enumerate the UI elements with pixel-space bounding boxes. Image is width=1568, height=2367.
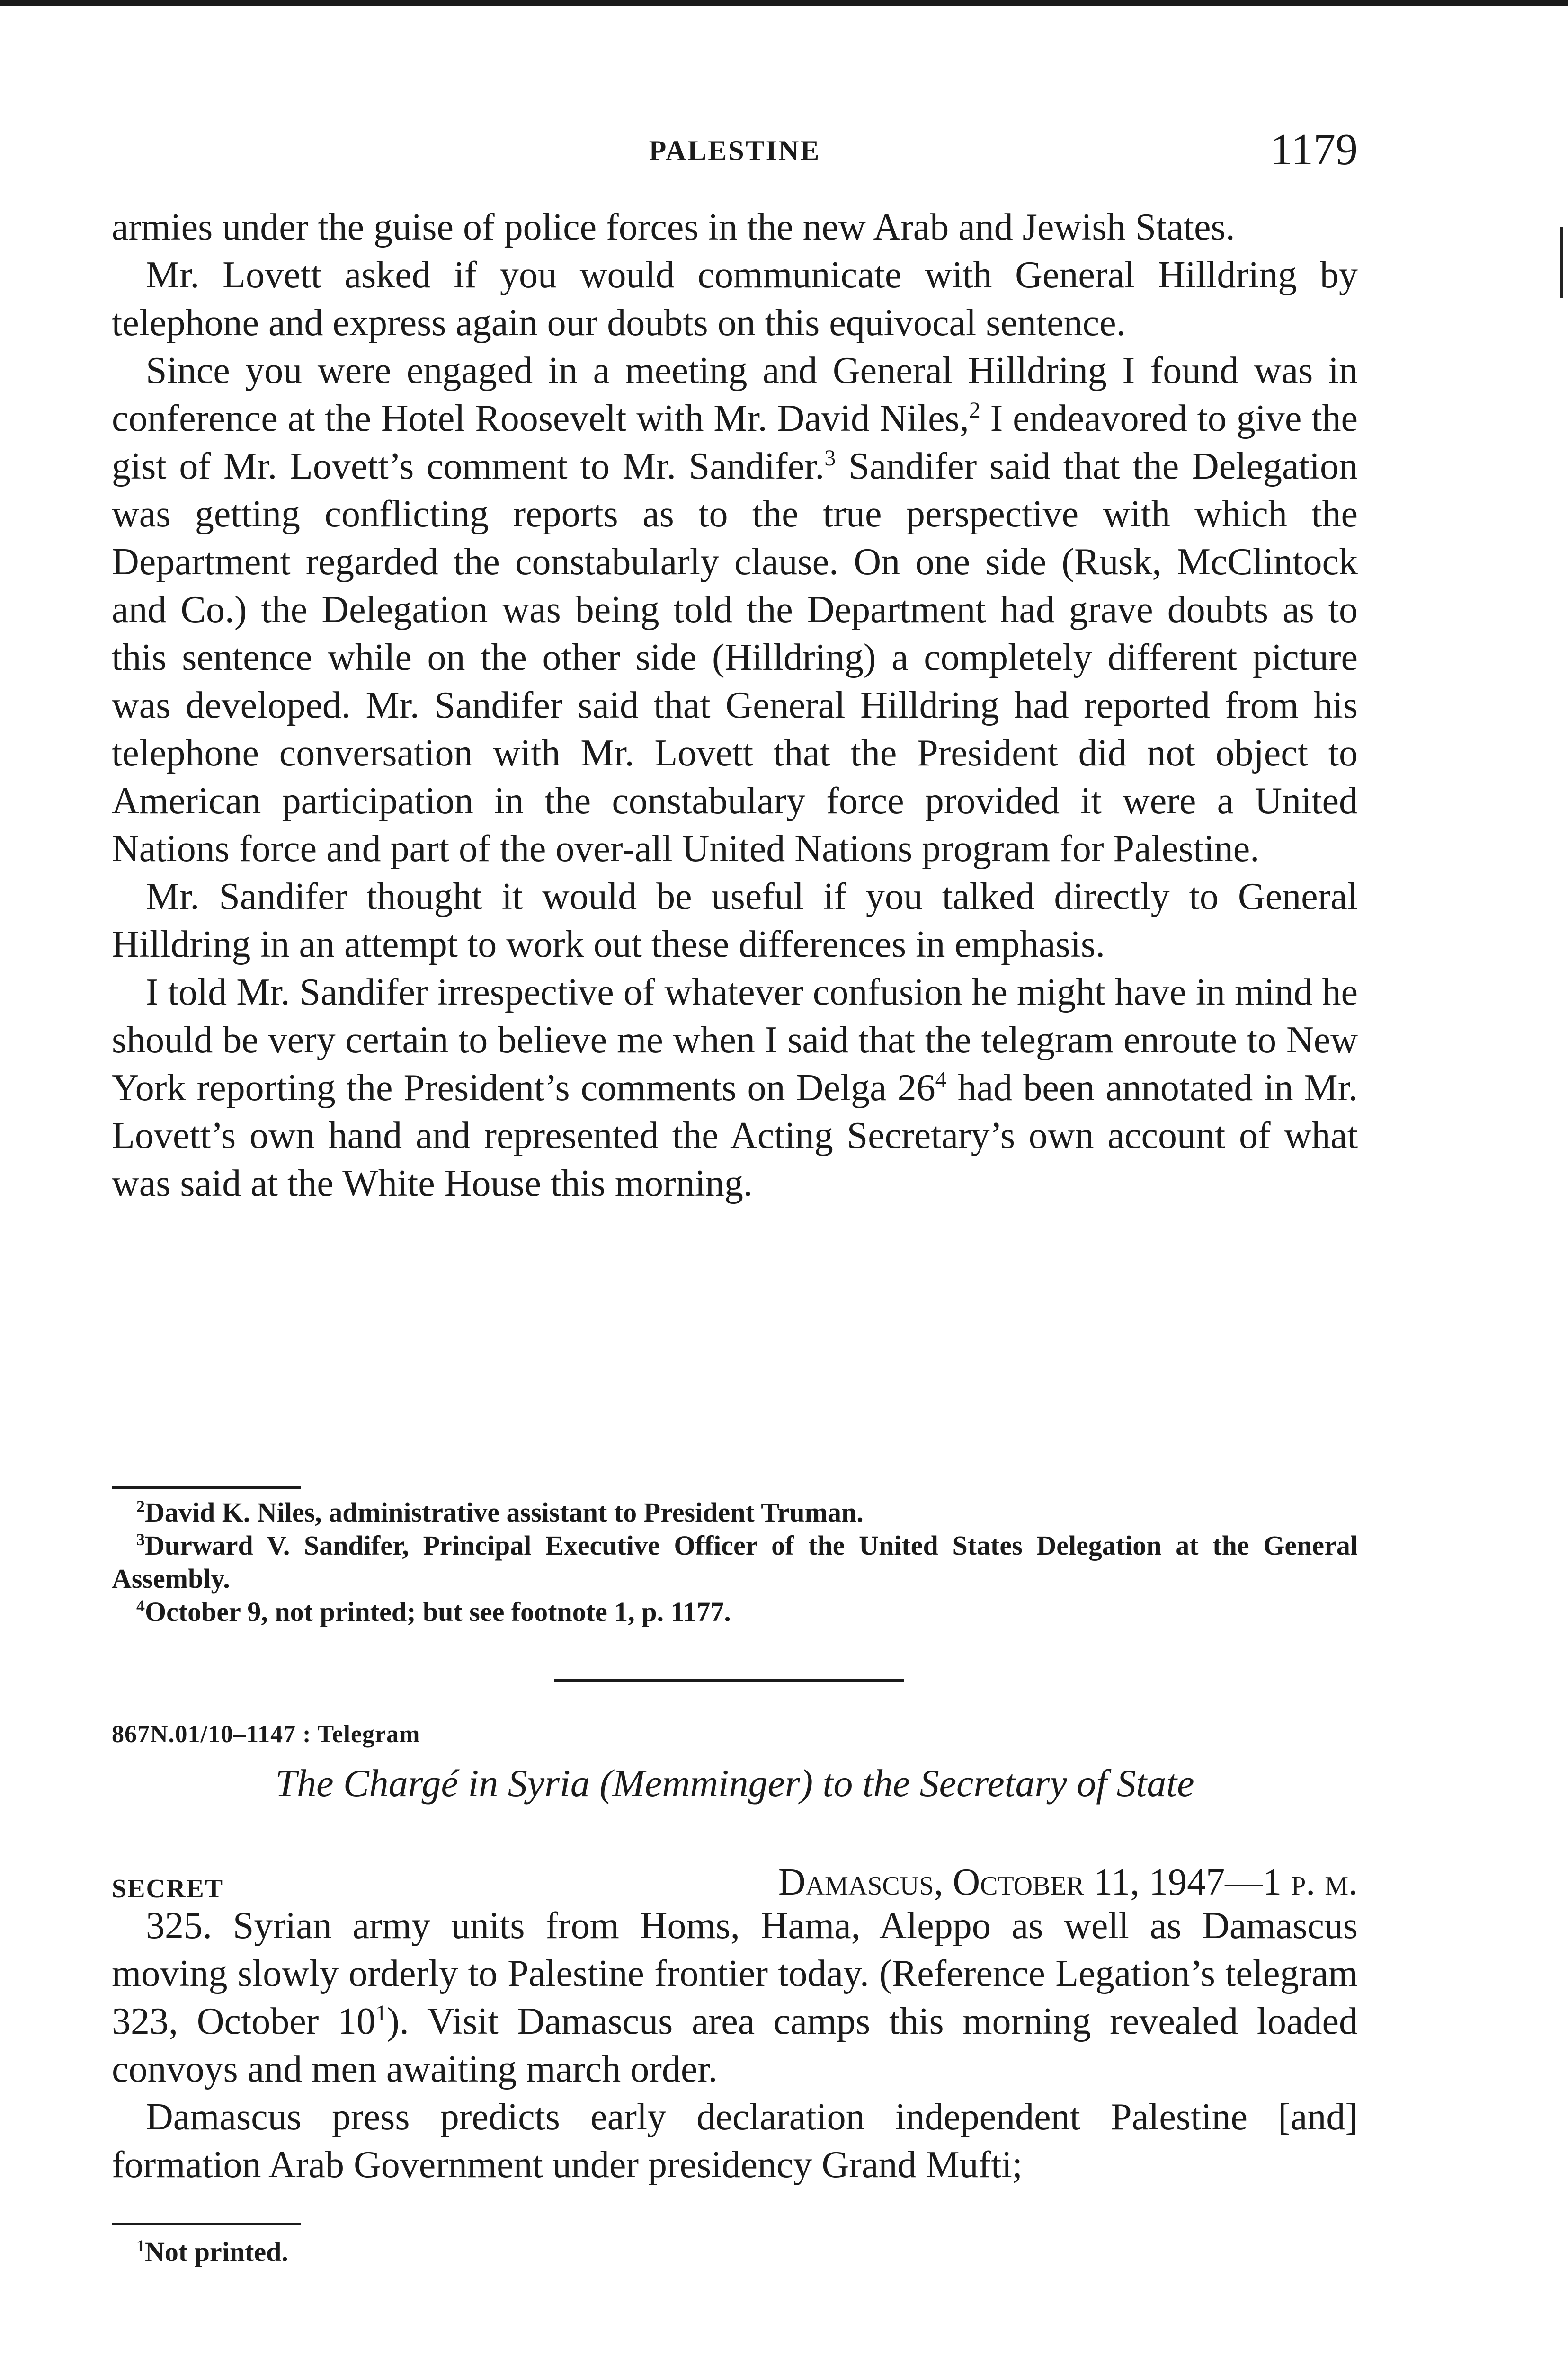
page-header [112, 124, 1358, 176]
paragraph-2: Mr. Lovett asked if you would communicate with General Hilldring by telephone and express again our doubts on this equivocal sentence. [112, 254, 1358, 344]
footnote [112, 1595, 1358, 1628]
telegram-paragraph-1-part-b: ). Visit Damascus area camps this morning revealed loaded convoys and men awaiting march order. [112, 2001, 1358, 2090]
footnote-divider [112, 1486, 301, 1489]
page-number: 1179 [1270, 125, 1358, 174]
dateline-row [112, 1857, 1358, 1904]
paragraph-3-part-a: Since you were engaged in a meeting and General Hilldring I found was in conference at the Hotel Roosevelt with Mr. David Niles, [112, 350, 1358, 439]
dateline: Damascus, October 11, 1947—1 p. m. [778, 1861, 1358, 1903]
footnote [112, 1529, 1358, 1595]
footnote-marker: 1 [136, 2236, 145, 2255]
footnote-divider-2 [112, 2223, 301, 2225]
paragraph-5-part-b: had been annotated in Mr. Lovett’s own hand and represented the Acting Secretary’s own account of what was said at the White House this morning. [112, 1067, 1358, 1204]
paragraph-3 [112, 347, 1358, 873]
memo-body [112, 204, 1358, 1208]
footnote-ref-1: 1 [375, 2001, 387, 2026]
paragraph-3-part-c: Sandifer said that the Delegation was getting conflicting reports as to the true perspective with which the Department regarded the constabularly clause. On one side (Rusk, McClintock and Co.) the Delegation was being told the Department had grave doubts as to this sentence while on the other side (Hilldring) a completely different picture was developed. Mr. Sandifer said that General Hilldring had reported from his telephone conversation with Mr. Lovett that the President did not object to American participation in the constabulary force provided it were a United Nations force and part of the over-all United Nations program for Palestine. [112, 445, 1358, 870]
footnotes [112, 1496, 1358, 1628]
paragraph-3-part-b: I endeavored to give the gist of Mr. Lovett’s comment to Mr. Sandifer. [112, 398, 1358, 487]
paragraph-1: armies under the guise of police forces in the new Arab and Jewish States. [112, 206, 1235, 248]
telegram-paragraph-1 [112, 1902, 1358, 2093]
margin-mark [1560, 227, 1563, 298]
page-top-border [0, 0, 1568, 6]
section-divider [554, 1679, 904, 1682]
footnote-text: David K. Niles, administrative assistant to President Truman. [145, 1497, 864, 1528]
telegram-paragraph-2: Damascus press predicts early declaration independent Palestine [and] formation Arab Government under presidency Grand Mufti; [112, 2096, 1358, 2186]
paragraph-4: Mr. Sandifer thought it would be useful if you talked directly to General Hilldring in an attempt to work out these differences in emphasis. [112, 876, 1358, 965]
footnote-text: Durward V. Sandifer, Principal Executive Officer of the United States Delegation at the General Assembly. [112, 1530, 1358, 1594]
footnote-text: October 9, not printed; but see footnote 1, p. 1177. [145, 1596, 731, 1627]
paragraph-5-part-a: I told Mr. Sandifer irrespective of whatever confusion he might have in mind he should be very certain to believe me when I said that the telegram enroute to New York reporting the President’s comments on Delga 26 [112, 971, 1358, 1109]
document-file-number: 867N.01/10–1147 : Telegram [112, 1721, 420, 1748]
paragraph-5 [112, 969, 1358, 1208]
footnote-marker: 4 [136, 1596, 145, 1615]
document-title: The Chargé in Syria (Memminger) to the Secretary of State [275, 1762, 1194, 1805]
footnote [112, 2235, 1358, 2269]
footnote-ref-3: 3 [824, 445, 836, 471]
telegram-paragraph-1-part-a: 325. Syrian army units from Homs, Hama, Aleppo as well as Damascus moving slowly orderly to Palestine frontier today. (Reference Legation’s telegram 323, October 10 [112, 1905, 1358, 2042]
footnote-ref-2: 2 [969, 398, 980, 423]
classification-label: SECRET [112, 1874, 224, 1904]
telegram-body [112, 1902, 1358, 2189]
footnote [112, 1496, 1358, 1529]
footnote-text: Not printed. [145, 2236, 288, 2267]
footnote-marker: 3 [136, 1530, 145, 1549]
footnotes-2 [112, 2235, 1358, 2269]
footnote-marker: 2 [136, 1497, 145, 1516]
running-head: PALESTINE [649, 135, 821, 166]
footnote-ref-4: 4 [935, 1067, 947, 1092]
